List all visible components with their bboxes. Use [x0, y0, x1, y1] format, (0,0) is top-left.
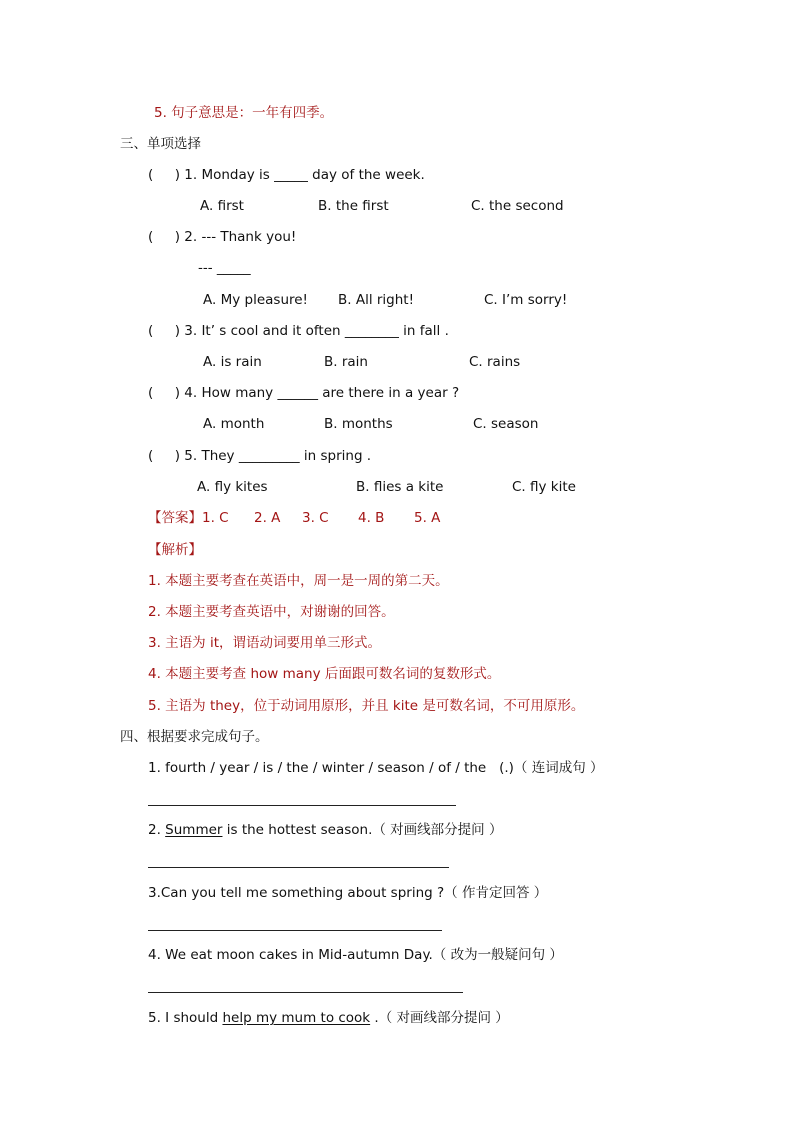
- question-2-option-a: A. My pleasure!: [203, 292, 308, 308]
- question-2-option-b: B. All right!: [338, 292, 415, 308]
- answer-label: 【答案】: [148, 510, 202, 526]
- analysis-item-3: 3. 主语为 it，谓语动词要用单三形式。: [148, 635, 382, 651]
- answer-5: 5. A: [414, 510, 441, 526]
- analysis-item-5: 5. 主语为 they，位于动词用原形，并且 kite 是可数名词，不可用原形。: [148, 698, 585, 714]
- answer-line-2[interactable]: [148, 867, 449, 868]
- question-5-option-b: B. flies a kite: [356, 479, 444, 495]
- question-4-stem: ( ) 4. How many ______ are there in a year ?: [148, 385, 460, 401]
- question-1-option-c: C. the second: [471, 198, 564, 214]
- question-1-stem: ( ) 1. Monday is _____ day of the week.: [148, 167, 425, 183]
- section-4-heading: 四、根据要求完成句子。: [120, 729, 269, 745]
- rewrite-question-1: 1. fourth / year / is / the / winter / season / of / the (.)（ 连词成句 ）: [148, 760, 604, 776]
- question-4-option-a: A. month: [203, 416, 265, 432]
- answer-line-1[interactable]: [148, 805, 456, 806]
- answer-3: 3. C: [302, 510, 329, 526]
- answer-1: 1. C: [202, 510, 229, 526]
- question-5-stem: ( ) 5. They _________ in spring .: [148, 448, 372, 464]
- question-1-option-b: B. the first: [318, 198, 389, 214]
- analysis-label: 【解析】: [148, 542, 202, 558]
- question-3-option-a: A. is rain: [203, 354, 262, 370]
- section-3-heading: 三、单项选择: [120, 136, 201, 152]
- analysis-item-1: 1. 本题主要考查在英语中，周一是一周的第二天。: [148, 573, 449, 589]
- question-3-option-c: C. rains: [469, 354, 521, 370]
- question-1-option-a: A. first: [200, 198, 244, 214]
- answer-line-4[interactable]: [148, 992, 463, 993]
- answer-4: 4. B: [358, 510, 385, 526]
- question-3-option-b: B. rain: [324, 354, 368, 370]
- question-3-stem: ( ) 3. It’ s cool and it often ________ in fall .: [148, 323, 449, 339]
- analysis-item-2: 2. 本题主要考查英语中，对谢谢的回答。: [148, 604, 395, 620]
- question-5-option-a: A. fly kites: [197, 479, 268, 495]
- prev-answer-item-5: 5. 句子意思是：一年有四季。: [154, 105, 334, 121]
- underlined-phrase: help my mum to cook: [222, 1010, 371, 1026]
- rewrite-question-4: 4. We eat moon cakes in Mid-autumn Day.（ 改为一般疑问句 ）: [148, 947, 563, 963]
- rewrite-question-2: 2. Summer is the hottest season.（ 对画线部分提问 ）: [148, 822, 503, 838]
- answer-2: 2. A: [254, 510, 281, 526]
- rewrite-question-3: 3.Can you tell me something about spring ?（ 作肯定回答 ）: [148, 885, 548, 901]
- question-4-option-b: B. months: [324, 416, 393, 432]
- analysis-item-4: 4. 本题主要考查 how many 后面跟可数名词的复数形式。: [148, 666, 501, 682]
- question-2-option-c: C. I’m sorry!: [484, 292, 568, 308]
- question-2-stem: ( ) 2. --- Thank you!: [148, 229, 297, 245]
- underlined-word: Summer: [165, 822, 223, 838]
- question-2-reply: --- _____: [198, 260, 251, 276]
- rewrite-question-5: 5. I should help my mum to cook .（ 对画线部分提问 ）: [148, 1010, 509, 1026]
- question-4-option-c: C. season: [473, 416, 539, 432]
- question-5-option-c: C. fly kite: [512, 479, 576, 495]
- answer-line-3[interactable]: [148, 930, 442, 931]
